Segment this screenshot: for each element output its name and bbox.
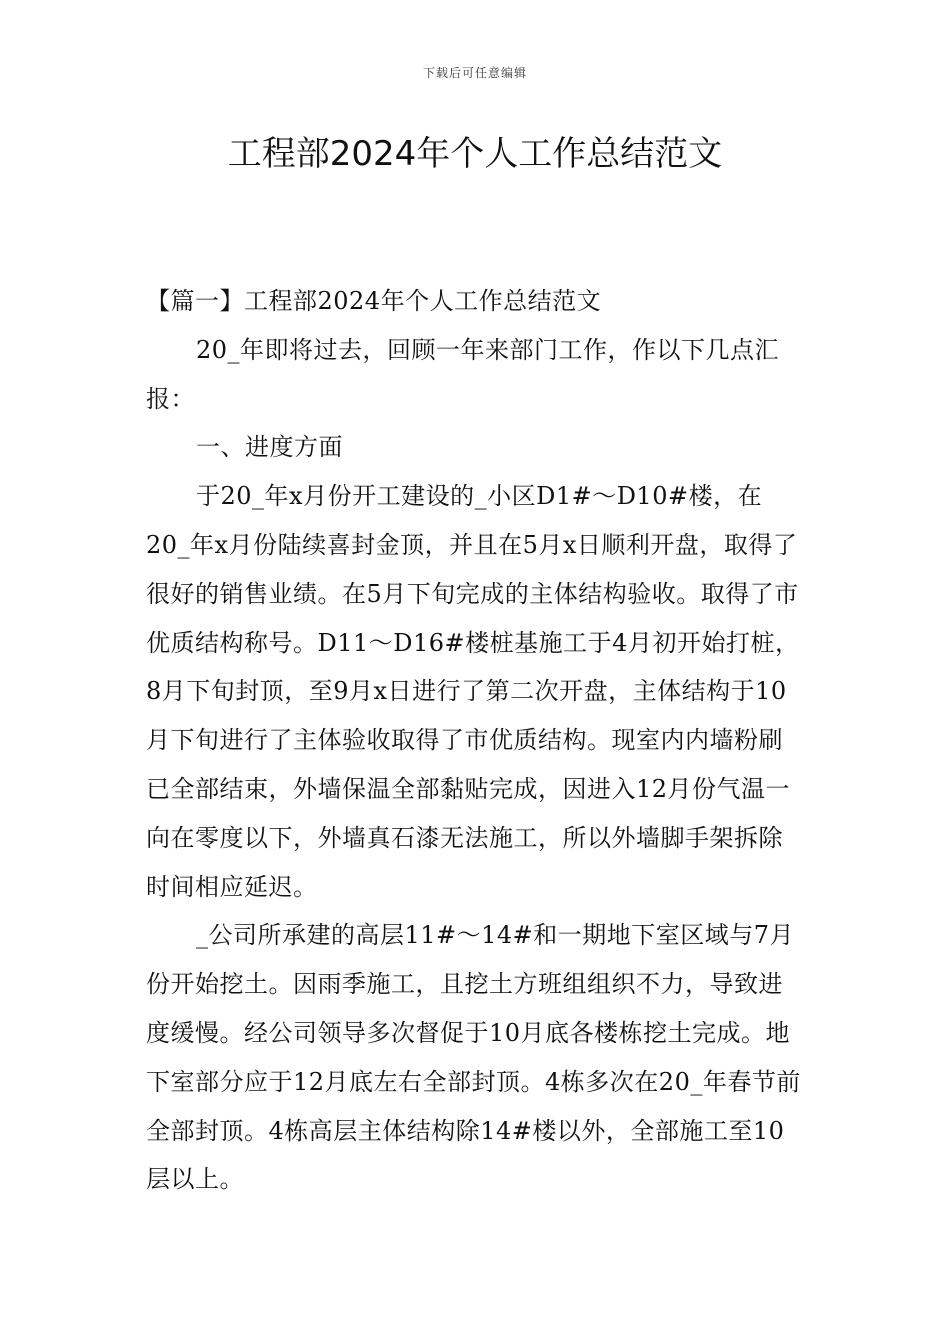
paragraph-progress-1: 于20_年x月份开工建设的_小区D1#～D10#楼，在20_年x月份陆续喜封金顶，并且在5月x日顺利开盘，取得了很好的销售业绩。在5月下旬完成的主体结构验收。取得了市优质结构称号。D11～D16#楼桩基施工于4月初开始打桩，8月下旬封顶，至9月x日进行了第二次开盘，主体结构于10月下旬进行了主体验收取得了市优质结构。现室内内墙粉刷已全部结束，外墙保温全部黏贴完成，因进入12月份气温一向在零度以下，外墙真石漆无法施工，所以外墙脚手架拆除时间相应延迟。: [146, 482, 800, 901]
paragraph-progress-2: _公司所承建的高层11#～14#和一期地下室区域与7月份开始挖土。因雨季施工，且挖土方班组组织不力，导致进度缓慢。经公司领导多次督促于10月底各楼栋挖土完成。地下室部分应于12月底左右全部封顶。4栋多次在20_年春节前全部封顶。4栋高层主体结构除14#楼以外，全部施工至10层以上。: [146, 921, 801, 1194]
subheading-progress: 一、进度方面: [196, 433, 343, 462]
document-body: [146, 277, 806, 1204]
header-note: 下载后可任意编辑: [422, 66, 527, 80]
paragraph-intro: 20_年即将过去，回顾一年来部门工作，作以下几点汇报：: [146, 335, 780, 413]
document-title: 工程部2024年个人工作总结范文: [227, 134, 723, 174]
section-heading: 【篇一】工程部2024年个人工作总结范文: [146, 287, 602, 315]
